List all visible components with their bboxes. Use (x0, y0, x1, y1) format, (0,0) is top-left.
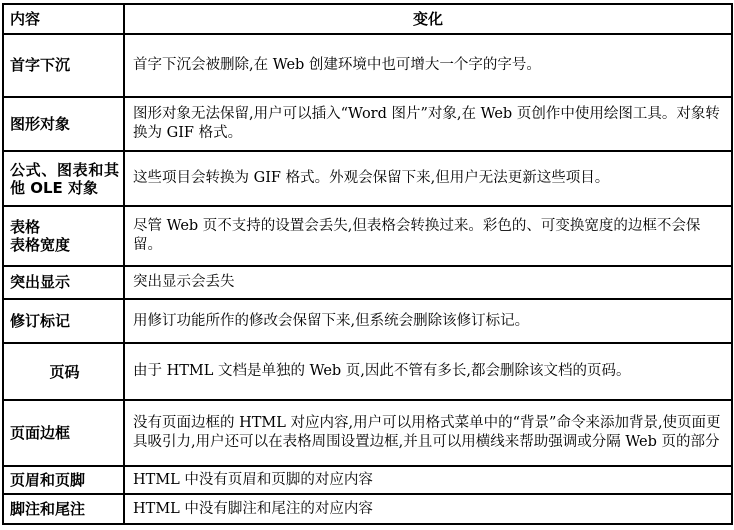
table-row (3, 206, 732, 265)
header-change: 变化 (124, 4, 732, 34)
table-row (3, 266, 732, 300)
table-row (3, 97, 732, 151)
row-label: 页码 (3, 343, 124, 400)
table-row (3, 34, 732, 97)
row-label: 公式、图表和其他 OLE 对象 (3, 151, 124, 206)
row-label: 页眉和页脚 (3, 466, 124, 495)
row-text: 用修订功能所作的修改会保留下来,但系统会删除该修订标记。 (124, 299, 732, 343)
row-text: HTML 中没有页眉和页脚的对应内容 (124, 466, 732, 495)
row-text: 突出显示会丢失 (124, 266, 732, 300)
header-content: 内容 (3, 4, 124, 34)
row-label: 脚注和尾注 (3, 494, 124, 524)
table-header-row (3, 4, 732, 34)
row-text: 首字下沉会被删除,在 Web 创建环境中也可增大一个字的字号。 (124, 34, 732, 97)
row-label: 修订标记 (3, 299, 124, 343)
row-label: 图形对象 (3, 97, 124, 151)
row-text: 由于 HTML 文档是单独的 Web 页,因此不管有多长,都会删除该文档的页码。 (124, 343, 732, 400)
row-text: 没有页面边框的 HTML 对应内容,用户可以用格式菜单中的“背景”命令来添加背景,使页面更具吸引力,用户还可以在表格周围设置边框,并且可以用横线来帮助强调或分隔 Web 页的部分 (124, 400, 732, 465)
row-label: 页面边框 (3, 400, 124, 465)
table-row (3, 343, 732, 400)
table-row (3, 466, 732, 495)
table-row (3, 400, 732, 465)
row-label: 表格 表格宽度 (3, 206, 124, 265)
row-text: HTML 中没有脚注和尾注的对应内容 (124, 494, 732, 524)
row-label: 突出显示 (3, 266, 124, 300)
row-text: 这些项目会转换为 GIF 格式。外观会保留下来,但用户无法更新这些项目。 (124, 151, 732, 206)
table-row (3, 494, 732, 524)
table-row (3, 151, 732, 206)
row-label: 首字下沉 (3, 34, 124, 97)
table-row (3, 299, 732, 343)
row-text: 尽管 Web 页不支持的设置会丢失,但表格会转换过来。彩色的、可变换宽度的边框不会保留。 (124, 206, 732, 265)
html-conversion-table (2, 3, 733, 525)
row-text: 图形对象无法保留,用户可以插入“Word 图片”对象,在 Web 页创作中使用绘图工具。对象转换为 GIF 格式。 (124, 97, 732, 151)
